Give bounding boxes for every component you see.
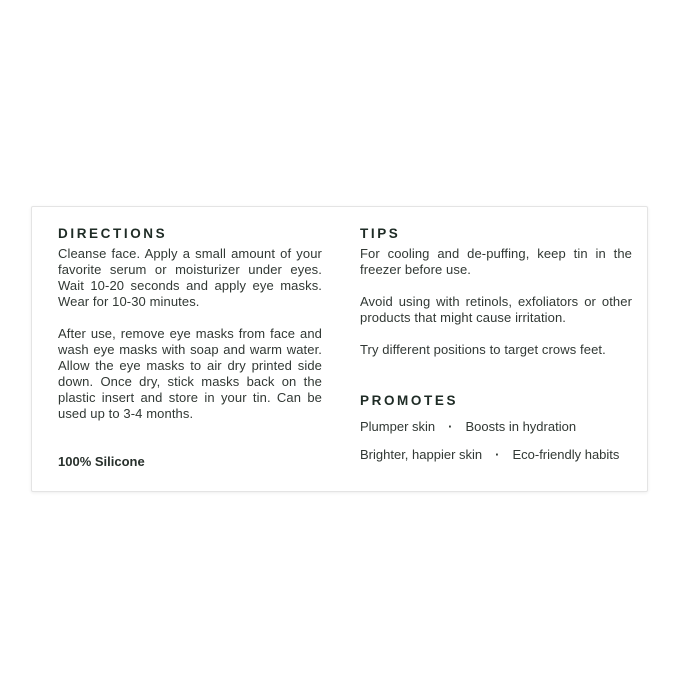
directions-paragraph-2: After use, remove eye masks from face and wash eye masks with soap and warm water. Allow the eye masks to air dry printed side down. Once dry, stick masks back on the plastic insert and store in your tin. Can be used up to 3-4 months. [58, 326, 322, 421]
tips-and-promotes-section [360, 226, 632, 475]
info-label-card [31, 206, 648, 492]
tips-paragraph-2: Avoid using with retinols, exfoliators or other products that might cause irritation. [360, 294, 632, 325]
promotes-item: Plumper skin [360, 419, 436, 434]
promotes-heading: PROMOTES [360, 393, 459, 408]
dot-separator-icon: · [448, 419, 453, 434]
promotes-item: Brighter, happier skin [360, 447, 483, 462]
directions-heading: DIRECTIONS [58, 226, 168, 241]
material-note: 100% Silicone [58, 454, 145, 469]
directions-section [58, 226, 322, 470]
dot-separator-icon: · [495, 447, 500, 462]
tips-paragraph-3: Try different positions to target crows feet. [360, 342, 606, 357]
promotes-row-2 [360, 447, 632, 463]
directions-paragraph-1: Cleanse face. Apply a small amount of your favorite serum or moisturizer under eyes. Wait 10-20 seconds and apply eye masks. Wear for 10-30 minutes. [58, 246, 322, 309]
promotes-row-1 [360, 419, 632, 435]
promotes-item: Boosts in hydration [465, 419, 577, 434]
promotes-item: Eco-friendly habits [512, 447, 620, 462]
tips-heading: TIPS [360, 226, 401, 241]
tips-paragraph-1: For cooling and de-puffing, keep tin in the freezer before use. [360, 246, 632, 277]
